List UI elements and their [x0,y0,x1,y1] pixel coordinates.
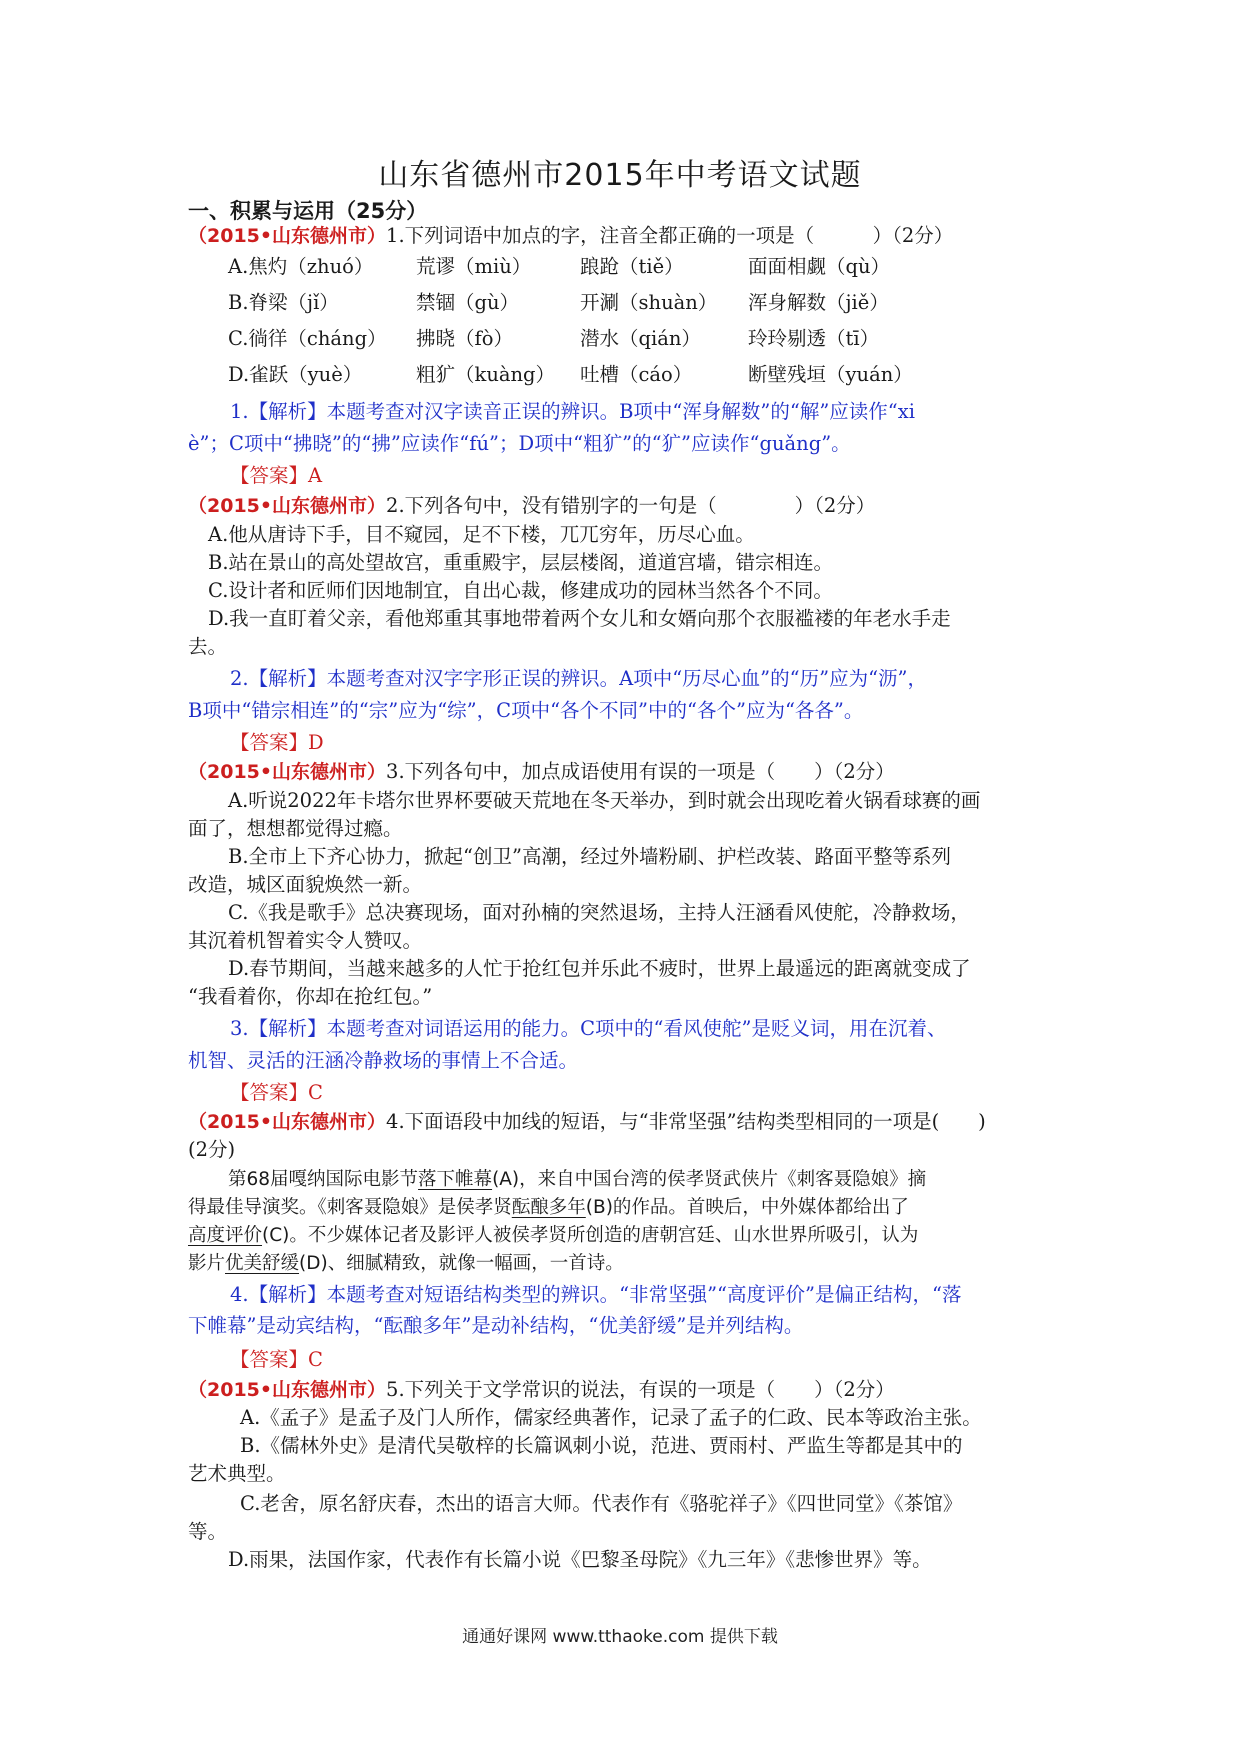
page-footer: 通通好课网 www.tthaoke.com 提供下载 [462,1627,778,1647]
q5-option-d: D.雨果，法国作家，代表作有长篇小说《巴黎圣母院》《九三年》《悲惨世界》等。 [228,1548,932,1571]
q2-option-d-line1: D.我一直盯着父亲，看他郑重其事地带着两个女儿和女婿向那个衣服褴褛的年老水手走 [208,607,951,630]
q3-answer: 【答案】C [230,1081,323,1104]
section-heading: 一、积累与运用（25分） [188,199,428,223]
q4-passage-line1: 第68届嘎纳国际电影节落下帷幕(A)，来自中国台湾的侯孝贤武侠片《刺客聂隐娘》摘 [228,1169,927,1190]
source-tag: （2015•山东德州市） [188,1111,387,1133]
q3-option-d-line2: “我看着你，你却在抢红包。” [188,985,433,1008]
q5-option-a: A.《孟子》是孟子及门人所作，儒家经典著作，记录了孟子的仁政、民本等政治主张。 [240,1406,982,1429]
q5-option-c-line2: 等。 [188,1520,228,1543]
q3-analysis-line2: 机智、灵活的汪涵冷静救场的事情上不合适。 [188,1049,579,1072]
underlined-phrase-a: 落下帷幕 [418,1169,493,1190]
q3-option-c-line1: C.《我是歌手》总决赛现场，面对孙楠的突然退场，主持人汪涵看风使舵，冷静救场， [228,901,970,924]
exam-page: 山东省德州市2015年中考语文试题 一、积累与运用（25分） （2015•山东德州市）1.下列词语中加点的字，注音全都正确的一项是（ ）（2分） A.焦灼（zhuó） 荒谬（miù） 踉跄（tiě） 面面相觑（qù） B.脊梁（jǐ） 禁锢（gù） 开涮（shuàn） 浑身解数（jiě） C.徜徉（cháng） 拂晓（fò） 潜水（qián） 玲玲剔透（tī） D.雀跃（yuè） 粗犷（kuàng） 吐槽（cáo） 断壁残垣（yuán） 1.【解析】本题考查对汉字读音正误的辨识。B项中“浑身解数”的“解”应读作“xi è”；C项中“拂晓”的“拂”应读作“fú”；D项中“粗犷”的“犷”应读作“guǎng”。 【答案】A （2015•山东德州市）2.下列各句中，没有错别字的一句是（ ）（2分） A.他从唐诗下手，目不窥园，足不下楼，兀兀穷年，历尽心血。 B.站在景山的高处望故宫，重重殿宇，层层楼阁，道道宫墙，错宗相连。 C.设计者和匠师们因地制宜，自出心裁，修建成功的园林当然各个不同。 D.我一直盯着父亲，看他郑重其事地带着两个女儿和女婿向那个衣服褴褛的年老水手走 去。 2.【解析】本题考查对汉字字形正误的辨识。A项中“历尽心血”的“历”应为“沥”， B项中“错宗相连”的“宗”应为“综”，C项中“各个不同”中的“各个”应为“各各”。 【答案】D （2015•山东德州市）3.下列各句中，加点成语使用有误的一项是（ ）（2分） A.听说2022年卡塔尔世界杯要破天荒地在冬天举办，到时就会出现吃着火锅看球赛的画 面了，想想都觉得过瘾。 B.全市上下齐心协力，掀起“创卫”高潮，经过外墙粉刷、护栏改装、路面平整等系列 改造，城区面貌焕然一新。 C.《我是歌手》总决赛现场，面对孙楠的突然退场，主持人汪涵看风使舵，冷静救场， 其沉着机智着实令人赞叹。 D.春节期间，当越来越多的人忙于抢红包并乐此不疲时，世界上最遥远的距离就变成了 “我看着你，你却在抢红包。” 3.【解析】本题考查对词语运用的能力。C项中的“看风使舵”是贬义词，用在沉着、 机智、灵活的汪涵冷静救场的事情上不合适。 【答案】C （2015•山东德州市）4.下面语段中加线的短语，与“非常坚强”结构类型相同的一项是( ) (2分) 第68届嘎纳国际电影节落下帷幕(A)，来自中国台湾的侯孝贤武侠片《刺客聂隐娘》摘 得最佳导演奖。《刺客聂隐娘》是侯孝贤酝酿多年(B)的作品。首映后，中外媒体都给出了 高度评价(C)。不少媒体记者及影评人被侯孝贤所创造的唐朝宫廷、山水世界所吸引，认为 影片优美舒缓(D)、细腻精致，就像一幅画，一首诗。 4.【解析】本题考查对短语结构类型的辨识。“非常坚强”“高度评价”是偏正结构，“落 下帷幕”是动宾结构，“酝酿多年”是动补结构，“优美舒缓”是并列结构。 【答案】C （2015•山东德州市）5.下列关于文学常识的说法，有误的一项是（ ）（2分） A.《孟子》是孟子及门人所作，儒家经典著作，记录了孟子的仁政、民本等政治主张。 B.《儒林外史》是清代吴敬梓的长篇讽刺小说，范进、贾雨村、严监生等都是其中的 艺术典型。 C.老舍，原名舒庆春，杰出的语言大师。代表作有《骆驼祥子》《四世同堂》《茶馆》 等。 D.雨果，法国作家，代表作有长篇小说《巴黎圣母院》《九三年》《悲惨世界》等。 通通好课网 www.tthaoke.com 提供下载 [0,0,1240,1754]
q3-stem: （2015•山东德州市）3.下列各句中，加点成语使用有误的一项是（ ）（2分） [188,760,895,783]
q4-passage-line4: 影片优美舒缓(D)、细腻精致，就像一幅画，一首诗。 [188,1253,624,1274]
q3-option-b-line1: B.全市上下齐心协力，掀起“创卫”高潮，经过外墙粉刷、护栏改装、路面平整等系列 [228,845,951,868]
q5-stem: （2015•山东德州市）5.下列关于文学常识的说法，有误的一项是（ ）（2分） [188,1378,895,1401]
q3-option-b-line2: 改造，城区面貌焕然一新。 [188,873,423,896]
q1-answer: 【答案】A [230,464,323,487]
q2-option-d-line2: 去。 [188,635,228,658]
q3-option-d-line1: D.春节期间，当越来越多的人忙于抢红包并乐此不疲时，世界上最遥远的距离就变成了 [228,957,971,980]
q4-analysis-line1: 4.【解析】本题考查对短语结构类型的辨识。“非常坚强”“高度评价”是偏正结构，“落 [230,1283,962,1306]
q5-option-b-line2: 艺术典型。 [188,1462,286,1485]
q1-stem: （2015•山东德州市）1.下列词语中加点的字，注音全都正确的一项是（ ）（2分） [188,224,954,247]
q1-analysis-line2: è”；C项中“拂晓”的“拂”应读作“fú”；D项中“粗犷”的“犷”应读作“guǎng”。 [188,432,851,455]
q4-passage-line2: 得最佳导演奖。《刺客聂隐娘》是侯孝贤酝酿多年(B)的作品。首映后，中外媒体都给出了 [188,1197,909,1218]
page-title: 山东省德州市2015年中考语文试题 [378,158,862,193]
q4-stem: （2015•山东德州市）4.下面语段中加线的短语，与“非常坚强”结构类型相同的一项是( ) [188,1110,986,1133]
source-tag: （2015•山东德州市） [188,495,387,517]
q2-stem: （2015•山东德州市）2.下列各句中，没有错别字的一句是（ ）（2分） [188,494,876,517]
source-tag: （2015•山东德州市） [188,225,387,247]
underlined-phrase-d: 优美舒缓 [225,1253,300,1274]
q2-option-c: C.设计者和匠师们因地制宜，自出心裁，修建成功的园林当然各个不同。 [208,579,833,602]
q3-option-c-line2: 其沉着机智着实令人赞叹。 [188,929,423,952]
underlined-phrase-c: 高度评价 [188,1225,263,1246]
source-tag: （2015•山东德州市） [188,761,387,783]
q2-option-a: A.他从唐诗下手，目不窥园，足不下楼，兀兀穷年，历尽心血。 [208,523,755,546]
q3-option-a-line1: A.听说2022年卡塔尔世界杯要破天荒地在冬天举办，到时就会出现吃着火锅看球赛的画 [228,789,981,812]
q4-analysis-line2: 下帷幕”是动宾结构，“酝酿多年”是动补结构，“优美舒缓”是并列结构。 [188,1314,804,1337]
q5-option-c-line1: C.老舍，原名舒庆春，杰出的语言大师。代表作有《骆驼祥子》《四世同堂》《茶馆》 [240,1492,963,1515]
underlined-phrase-b: 酝酿多年 [511,1197,586,1218]
source-tag: （2015•山东德州市） [188,1379,387,1401]
q4-score: (2分) [188,1138,236,1161]
q4-answer: 【答案】C [230,1348,323,1371]
q2-analysis-line2: B项中“错宗相连”的“宗”应为“综”，C项中“各个不同”中的“各个”应为“各各”。 [188,699,864,722]
q2-option-b: B.站在景山的高处望故宫，重重殿宇，层层楼阁，道道宫墙，错宗相连。 [208,551,834,574]
q1-analysis-line1: 1.【解析】本题考查对汉字读音正误的辨识。B项中“浑身解数”的“解”应读作“xi [230,400,916,423]
q3-option-a-line2: 面了，想想都觉得过瘾。 [188,817,403,840]
q5-option-b-line1: B.《儒林外史》是清代吴敬梓的长篇讽刺小说，范进、贾雨村、严监生等都是其中的 [240,1434,963,1457]
q2-answer: 【答案】D [230,731,324,754]
q2-analysis-line1: 2.【解析】本题考查对汉字字形正误的辨识。A项中“历尽心血”的“历”应为“沥”， [230,667,928,690]
q4-passage-line3: 高度评价(C)。不少媒体记者及影评人被侯孝贤所创造的唐朝宫廷、山水世界所吸引，认为 [188,1225,919,1246]
q3-analysis-line1: 3.【解析】本题考查对词语运用的能力。C项中的“看风使舵”是贬义词，用在沉着、 [230,1017,947,1040]
